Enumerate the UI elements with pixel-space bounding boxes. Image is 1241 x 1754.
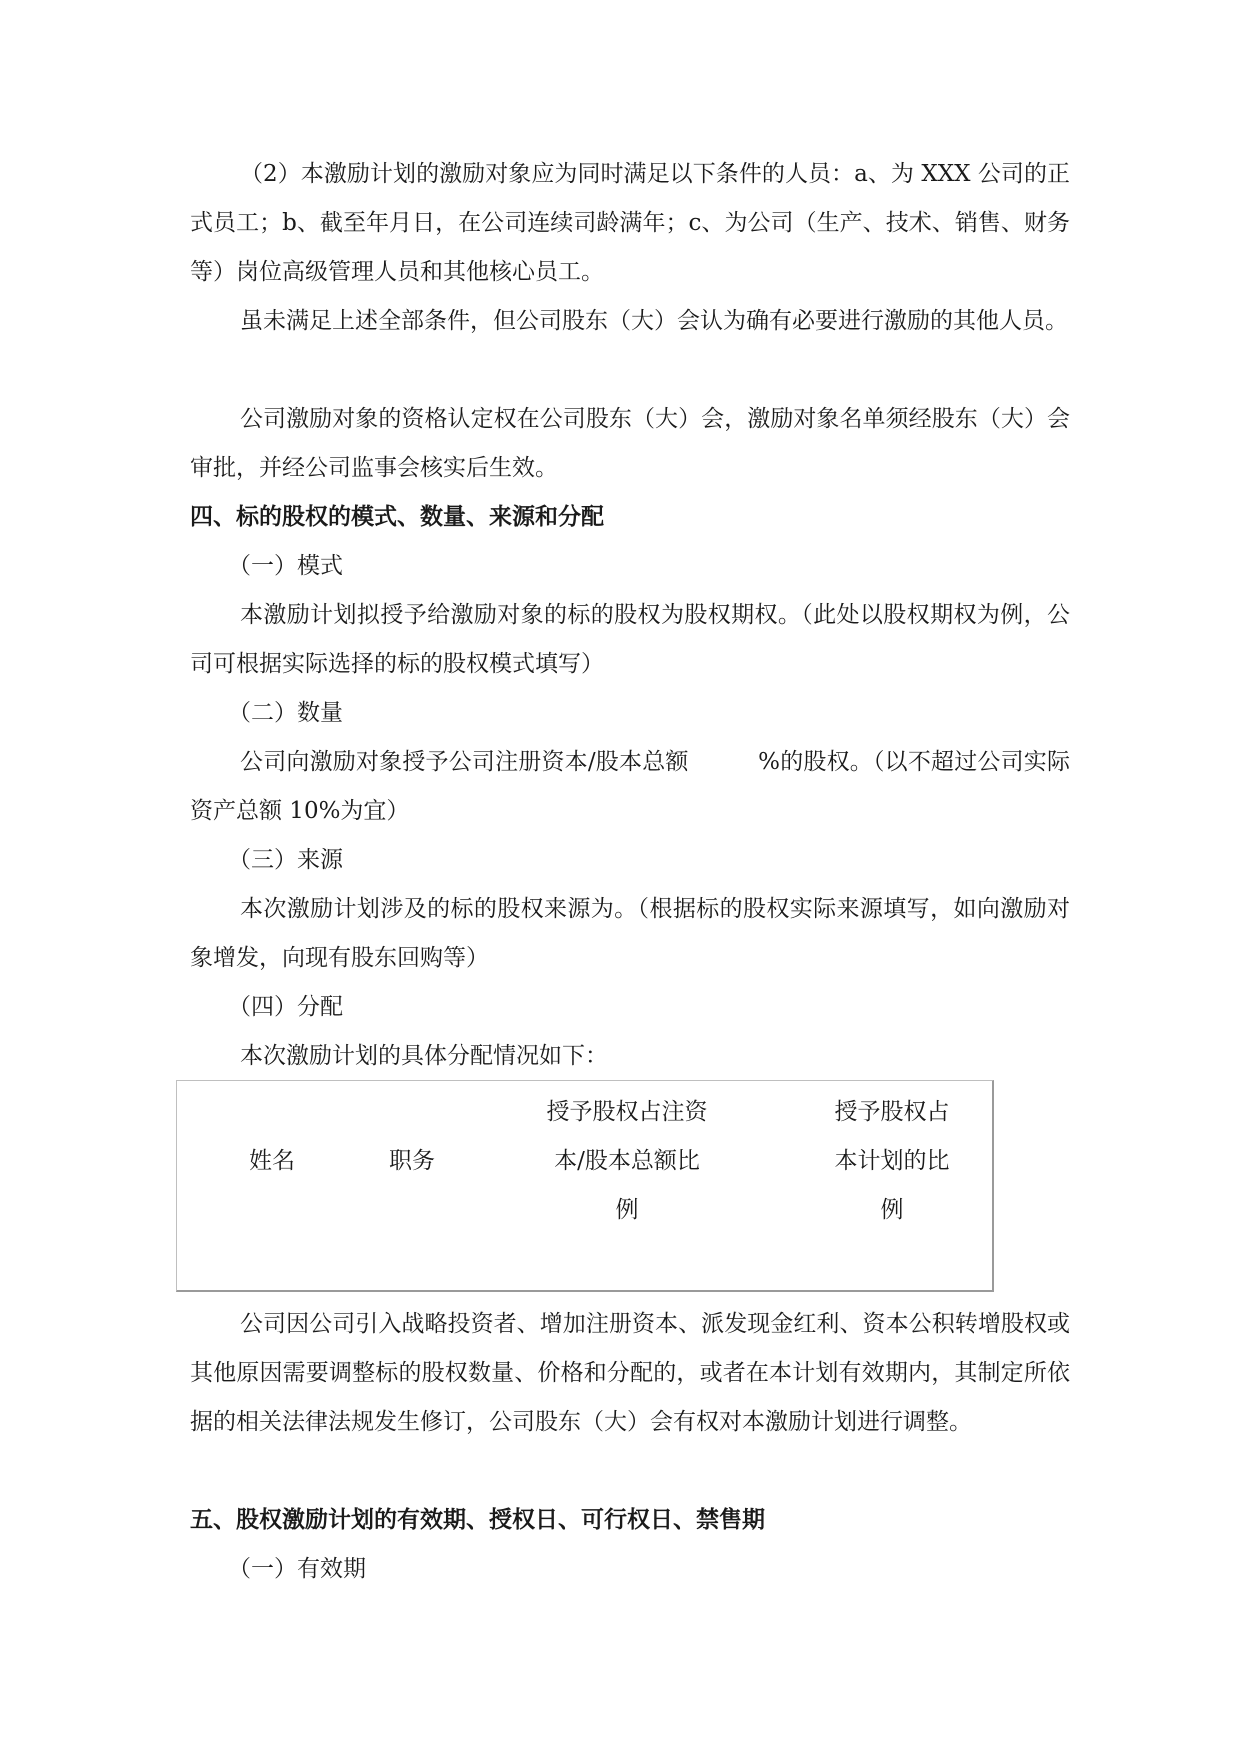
section-5-heading: 五、股权激励计划的有效期、授权日、可行权日、禁售期 [190, 1507, 765, 1533]
allocation-subheading: （四）分配 [228, 994, 343, 1020]
paragraph-eligibility-conditions: （2）本激励计划的激励对象应为同时满足以下条件的人员：a、为 XXX 公司的正式员工；b、截至年月日，在公司连续司龄满年；c、为公司（生产、技术、销售、财务等）岗位高级管理人员和其他核心员工。 [190, 161, 1070, 285]
quantity-subheading: （二）数量 [228, 700, 343, 726]
table-header-share-of-capital-line-1: 授予股权占注资 [546, 1099, 708, 1125]
table-header-share-of-plan [807, 1088, 977, 1235]
table-header-share-of-capital [507, 1088, 747, 1235]
table-header-name: 姓名 [249, 1148, 295, 1174]
quantity-paragraph: 公司向激励对象授予公司注册资本/股本总额 %的股权。（以不超过公司实际资产总额 10%为宜） [190, 749, 1070, 824]
table-header-share-of-capital-line-3: 例 [615, 1197, 639, 1223]
table-header-share-of-plan-line-1: 授予股权占 [834, 1099, 950, 1125]
mode-paragraph: 本激励计划拟授予给激励对象的标的股权为股权期权。（此处以股权期权为例，公司可根据实际选择的标的股权模式填写） [190, 602, 1070, 677]
table-header-share-of-plan-line-2: 本计划的比 [834, 1148, 950, 1174]
paragraph-qualification-authority: 公司激励对象的资格认定权在公司股东（大）会，激励对象名单须经股东（大）会审批，并经公司监事会核实后生效。 [190, 406, 1070, 481]
validity-subheading: （一）有效期 [228, 1556, 366, 1582]
paragraph-exception: 虽未满足上述全部条件，但公司股东（大）会认为确有必要进行激励的其他人员。 [240, 308, 1068, 334]
table-header-share-of-capital-line-2: 本/股本总额比 [554, 1148, 700, 1174]
table-header-position: 职务 [389, 1148, 435, 1174]
source-paragraph: 本次激励计划涉及的标的股权来源为。（根据标的股权实际来源填写，如向激励对象增发，向现有股东回购等） [190, 896, 1070, 971]
allocation-intro: 本次激励计划的具体分配情况如下： [240, 1043, 608, 1069]
adjustment-paragraph: 公司因公司引入战略投资者、增加注册资本、派发现金红利、资本公积转增股权或其他原因需要调整标的股权数量、价格和分配的，或者在本计划有效期内，其制定所依据的相关法律法规发生修订，公司股东（大）会有权对本激励计划进行调整。 [190, 1311, 1070, 1435]
allocation-table [176, 1080, 994, 1292]
table-header-share-of-plan-line-3: 例 [880, 1197, 904, 1223]
source-subheading: （三）来源 [228, 847, 343, 873]
mode-subheading: （一）模式 [228, 553, 343, 579]
section-4-heading: 四、标的股权的模式、数量、来源和分配 [190, 504, 604, 530]
